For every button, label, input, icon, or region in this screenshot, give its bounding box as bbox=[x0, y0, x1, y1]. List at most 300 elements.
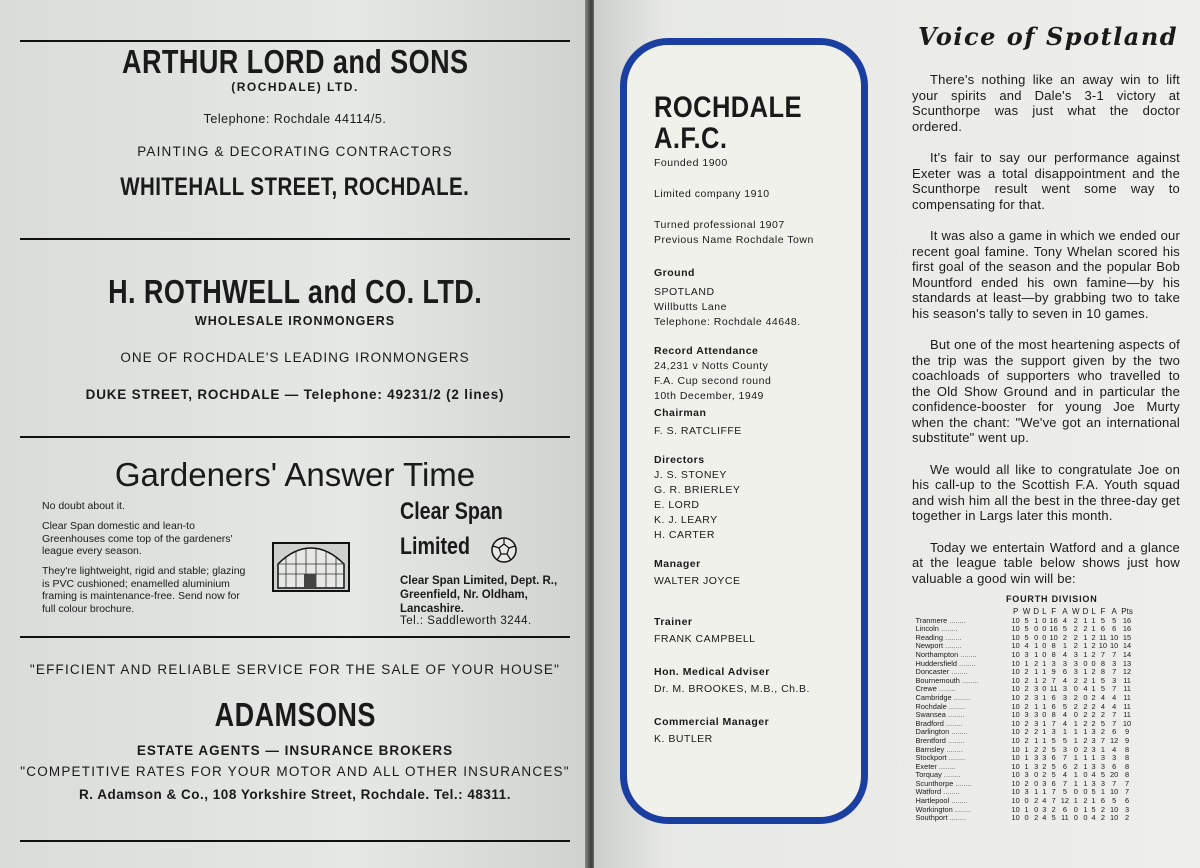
table-cell: 5 bbox=[1024, 632, 1029, 642]
team-name: Exeter ..... bbox=[914, 763, 1010, 772]
table-cell: 2 bbox=[1034, 796, 1039, 806]
table-cell: 11 bbox=[1123, 701, 1131, 711]
table-cell: 10 bbox=[1011, 649, 1020, 659]
table-cell: 8 bbox=[1051, 641, 1056, 651]
table-cell: 1 bbox=[1042, 692, 1047, 702]
table-cell: 7 bbox=[1112, 649, 1117, 659]
table-header-cell: F bbox=[1051, 607, 1057, 616]
table-cell: 5 bbox=[1051, 735, 1056, 745]
table-cell: 1 bbox=[1034, 735, 1039, 745]
table-cell: 6 bbox=[1100, 796, 1105, 806]
table-cell: 10 bbox=[1011, 641, 1020, 651]
table-cell: 4 bbox=[1112, 744, 1117, 754]
table-cell: 2 bbox=[1051, 804, 1056, 814]
table-cell: 3 bbox=[1124, 804, 1130, 814]
table-cell: 3 bbox=[1073, 667, 1078, 677]
ad-paragraph: No doubt about it. bbox=[42, 500, 125, 512]
table-cell: 1 bbox=[1073, 770, 1078, 780]
record-line: 24,231 v Notts County bbox=[654, 360, 769, 372]
table-cell: 7 bbox=[1112, 684, 1117, 694]
table-cell: 4 bbox=[1100, 692, 1105, 702]
ground-name: SPOTLAND bbox=[654, 286, 715, 298]
ad-arthur-lord bbox=[20, 42, 570, 202]
table-header-cell: D bbox=[1033, 607, 1040, 616]
table-cell: 10 bbox=[1011, 675, 1020, 685]
table-cell: 3 bbox=[1112, 753, 1117, 763]
table-cell: 8 bbox=[1124, 744, 1130, 754]
table-cell: 2 bbox=[1073, 701, 1078, 711]
table-cell: 1 bbox=[1042, 701, 1047, 711]
team-name: Stockport ..... bbox=[914, 754, 1010, 763]
table-cell: 1 bbox=[1024, 658, 1029, 668]
table-cell: 1 bbox=[1042, 718, 1047, 728]
table-cell: 2 bbox=[1091, 649, 1096, 659]
table-cell: 1 bbox=[1034, 667, 1039, 677]
previous-name: Previous Name Rochdale Town bbox=[654, 234, 814, 246]
ad-paragraph: Clear Span domestic and lean-to Greenhouses come top of the gardeners' league every season. bbox=[42, 520, 233, 557]
table-cell: 1 bbox=[1073, 753, 1078, 763]
table-cell: 5 bbox=[1091, 804, 1096, 814]
table-cell: 3 bbox=[1051, 727, 1056, 737]
table-cell: 10 bbox=[1011, 787, 1020, 797]
table-cell: 10 bbox=[1110, 632, 1119, 642]
table-cell: 2 bbox=[1073, 675, 1078, 685]
table-cell: 0 bbox=[1073, 744, 1078, 754]
section-label: Hon. Medical Adviser bbox=[654, 666, 770, 678]
team-name: Brentford ..... bbox=[914, 737, 1010, 746]
table-cell: 14 bbox=[1122, 649, 1132, 659]
table-cell: 3 bbox=[1034, 710, 1039, 720]
table-cell: 1 bbox=[1091, 684, 1096, 694]
table-cell: 6 bbox=[1051, 692, 1056, 702]
table-cell: 4 bbox=[1083, 684, 1088, 694]
table-cell: 0 bbox=[1042, 624, 1047, 634]
team-name: Tranmere ..... bbox=[914, 617, 1010, 626]
table-cell: 0 bbox=[1073, 684, 1078, 694]
table-cell: 1 bbox=[1024, 753, 1029, 763]
table-cell: 2 bbox=[1024, 735, 1029, 745]
table-cell: 2 bbox=[1083, 624, 1088, 634]
ad-quote: "EFFICIENT AND RELIABLE SERVICE FOR THE SALE OF YOUR HOUSE" bbox=[29, 662, 561, 677]
brand-name: Clear Span bbox=[400, 498, 503, 525]
table-cell: 1 bbox=[1083, 804, 1088, 814]
table-cell: 3 bbox=[1112, 658, 1117, 668]
table-cell: 7 bbox=[1051, 675, 1056, 685]
team-name: Bournemouth ..... bbox=[914, 677, 1010, 686]
table-cell: 11 bbox=[1123, 675, 1131, 685]
table-cell: 10 bbox=[1011, 718, 1020, 728]
section-label: Manager bbox=[654, 558, 701, 570]
table-cell: 1 bbox=[1034, 787, 1039, 797]
table-cell: 1 bbox=[1042, 787, 1047, 797]
table-cell: 3 bbox=[1073, 649, 1078, 659]
table-cell: 1 bbox=[1034, 675, 1039, 685]
table-cell: 0 bbox=[1024, 813, 1029, 823]
greenhouse-icon bbox=[274, 544, 348, 590]
table-cell: 10 bbox=[1011, 701, 1020, 711]
team-name: Doncaster ..... bbox=[914, 668, 1010, 677]
table-cell: 0 bbox=[1034, 632, 1039, 642]
table-cell: 3 bbox=[1100, 761, 1105, 771]
ground-street: Willbutts Lane bbox=[654, 301, 727, 313]
table-cell: 2 bbox=[1042, 675, 1047, 685]
table-cell: 1 bbox=[1083, 778, 1088, 788]
table-cell: 2 bbox=[1024, 684, 1029, 694]
table-cell: 11 bbox=[1099, 632, 1107, 642]
brand-name: Limited bbox=[400, 533, 470, 560]
table-cell: 4 bbox=[1042, 796, 1047, 806]
table-cell: 1 bbox=[1100, 744, 1105, 754]
table-cell: 1 bbox=[1091, 753, 1096, 763]
table-cell: 10 bbox=[1049, 632, 1058, 642]
table-cell: 0 bbox=[1073, 804, 1078, 814]
ad-address: DUKE STREET, ROCHDALE — Telephone: 49231/2 (2 lines) bbox=[85, 387, 505, 402]
table-cell: 0 bbox=[1083, 658, 1088, 668]
table-cell: 15 bbox=[1122, 632, 1132, 642]
table-cell: 2 bbox=[1024, 727, 1029, 737]
table-cell: 0 bbox=[1024, 796, 1029, 806]
divider bbox=[20, 636, 570, 638]
table-cell: 5 bbox=[1062, 701, 1067, 711]
ad-title: H. ROTHWELL and CO. LTD. bbox=[107, 273, 483, 310]
table-cell: 3 bbox=[1112, 675, 1117, 685]
paragraph: But one of the most heartening aspects of the trip was the support given by the two coachloads of supporters who travelled to the Old Show Ground and in particular the confidence-booster for young Joe Murty when the chant: "We've got an international substitute" went up. bbox=[912, 337, 1180, 445]
table-cell: 3 bbox=[1062, 692, 1067, 702]
turned-professional: Turned professional 1907 bbox=[654, 219, 785, 231]
table-cell: 6 bbox=[1112, 624, 1117, 634]
divider bbox=[20, 840, 570, 842]
table-cell: 7 bbox=[1112, 778, 1117, 788]
table-cell: 10 bbox=[1110, 787, 1119, 797]
table-cell: 10 bbox=[1011, 735, 1020, 745]
table-cell: 6 bbox=[1062, 761, 1067, 771]
league-table bbox=[914, 608, 1134, 823]
table-cell: 2 bbox=[1083, 710, 1088, 720]
table-cell: 3 bbox=[1051, 658, 1056, 668]
team-name: Southport ..... bbox=[914, 814, 1010, 823]
table-cell: 2 bbox=[1091, 667, 1096, 677]
column-body bbox=[912, 72, 1180, 602]
table-cell: 0 bbox=[1034, 778, 1039, 788]
ad-tagline: ONE OF ROCHDALE'S LEADING IRONMONGERS bbox=[120, 350, 470, 365]
table-cell: 3 bbox=[1073, 658, 1078, 668]
table-cell: 2 bbox=[1091, 692, 1096, 702]
table-cell: 4 bbox=[1062, 718, 1067, 728]
team-name: Northampton ..... bbox=[914, 651, 1010, 660]
table-cell: 5 bbox=[1062, 735, 1067, 745]
table-cell: 2 bbox=[1042, 770, 1047, 780]
ad-subtitle: WHOLESALE IRONMONGERS bbox=[194, 314, 396, 328]
table-cell: 10 bbox=[1011, 753, 1020, 763]
director: E. LORD bbox=[654, 499, 700, 511]
table-cell: 5 bbox=[1051, 770, 1056, 780]
team-name: Watford ..... bbox=[914, 788, 1010, 797]
table-cell: 1 bbox=[1091, 796, 1096, 806]
table-cell: 0 bbox=[1042, 641, 1047, 651]
table-cell: 1 bbox=[1034, 641, 1039, 651]
team-name: Workington ..... bbox=[914, 806, 1010, 815]
table-header-cell: L bbox=[1042, 607, 1047, 616]
table-cell: 1 bbox=[1083, 753, 1088, 763]
divider bbox=[20, 436, 570, 438]
ad-telephone: Telephone: Rochdale 44114/5. bbox=[203, 112, 387, 126]
table-cell: 1 bbox=[1034, 701, 1039, 711]
table-header-cell: L bbox=[1091, 607, 1096, 616]
table-cell: 10 bbox=[1011, 778, 1020, 788]
table-cell: 1 bbox=[1034, 615, 1039, 625]
table-cell: 11 bbox=[1061, 813, 1069, 823]
team-name: Swansea ..... bbox=[914, 711, 1010, 720]
ad-title: ADAMSONS bbox=[214, 696, 376, 733]
table-cell: 2 bbox=[1024, 718, 1029, 728]
table-cell: 0 bbox=[1042, 615, 1047, 625]
table-cell: 10 bbox=[1098, 641, 1108, 651]
table-cell: 4 bbox=[1112, 701, 1117, 711]
table-header-cell: Pts bbox=[1121, 607, 1133, 616]
table-cell: 1 bbox=[1083, 649, 1088, 659]
table-cell: 0 bbox=[1042, 684, 1047, 694]
table-cell: 2 bbox=[1091, 718, 1096, 728]
table-cell: 6 bbox=[1100, 624, 1105, 634]
paragraph: It was also a game in which we ended our recent goal famine. Tony Whelan scored his first goal of the season and the popular Bob Mountford ended his own famine—by his standards at least—by grabbing two to take his season's tally to seven in 10 games. bbox=[912, 228, 1180, 321]
table-cell: 7 bbox=[1051, 718, 1056, 728]
table-cell: 1 bbox=[1034, 649, 1039, 659]
table-cell: 10 bbox=[1110, 641, 1119, 651]
table-cell: 8 bbox=[1124, 770, 1130, 780]
table-cell: 2 bbox=[1073, 692, 1078, 702]
table-cell: 1 bbox=[1083, 632, 1088, 642]
ad-telephone: Tel.: Saddleworth 3244. bbox=[400, 615, 532, 627]
team-name: Huddersfield ..... bbox=[914, 660, 1010, 669]
table-cell: 4 bbox=[1062, 675, 1067, 685]
table-cell: 4 bbox=[1062, 615, 1067, 625]
table-cell: 1 bbox=[1062, 727, 1067, 737]
table-cell: 11 bbox=[1123, 684, 1131, 694]
table-cell: 1 bbox=[1091, 675, 1096, 685]
table-cell: 1 bbox=[1042, 727, 1047, 737]
table-cell: 3 bbox=[1091, 735, 1096, 745]
table-cell: 5 bbox=[1062, 787, 1067, 797]
table-cell: 2 bbox=[1083, 735, 1088, 745]
table-cell: 2 bbox=[1083, 744, 1088, 754]
section-label: Chairman bbox=[654, 407, 707, 419]
table-cell: 1 bbox=[1073, 735, 1078, 745]
table-cell: 0 bbox=[1073, 787, 1078, 797]
table-cell: 1 bbox=[1083, 761, 1088, 771]
table-cell: 10 bbox=[1011, 804, 1020, 814]
table-cell: 4 bbox=[1042, 813, 1047, 823]
table-cell: 12 bbox=[1060, 796, 1069, 806]
table-cell: 2 bbox=[1024, 667, 1029, 677]
table-cell: 3 bbox=[1100, 753, 1105, 763]
table-cell: 1 bbox=[1024, 744, 1029, 754]
table-header-cell: A bbox=[1111, 607, 1117, 616]
table-cell: 2 bbox=[1042, 744, 1047, 754]
table-cell: 2 bbox=[1073, 624, 1078, 634]
table-cell: 20 bbox=[1110, 770, 1119, 780]
table-cell: 7 bbox=[1051, 796, 1056, 806]
ad-address: WHITEHALL STREET, ROCHDALE. bbox=[120, 173, 470, 201]
table-cell: 7 bbox=[1112, 710, 1117, 720]
ad-paragraph: They're lightweight, rigid and stable; glazing is PVC cushioned; enamelled aluminium framing is maintenance-free. Send now for full colour brochure. bbox=[42, 565, 246, 615]
table-cell: 0 bbox=[1073, 813, 1078, 823]
table-cell: 7 bbox=[1100, 735, 1105, 745]
team-name: Darlington ..... bbox=[914, 728, 1010, 737]
ad-clear-span-heading bbox=[20, 456, 570, 494]
table-cell: 3 bbox=[1034, 684, 1039, 694]
table-cell: 1 bbox=[1062, 641, 1067, 651]
team-name: Scunthorpe ..... bbox=[914, 780, 1010, 789]
table-cell: 4 bbox=[1100, 701, 1105, 711]
table-cell: 6 bbox=[1124, 796, 1130, 806]
director: G. R. BRIERLEY bbox=[654, 484, 741, 496]
ground-phone: Telephone: Rochdale 44648. bbox=[654, 316, 801, 328]
ad-address: Clear Span Limited, Dept. R., Greenfield, Nr. Oldham, Lancashire. bbox=[400, 575, 558, 615]
table-cell: 0 bbox=[1034, 804, 1039, 814]
table-cell: 0 bbox=[1042, 710, 1047, 720]
table-cell: 9 bbox=[1124, 727, 1130, 737]
table-cell: 7 bbox=[1051, 787, 1056, 797]
table-cell: 11 bbox=[1123, 710, 1131, 720]
table-cell: 4 bbox=[1091, 813, 1096, 823]
table-cell: 3 bbox=[1091, 744, 1096, 754]
table-cell: 8 bbox=[1100, 667, 1105, 677]
club-name: A.F.C. bbox=[654, 122, 728, 155]
table-cell: 0 bbox=[1083, 770, 1088, 780]
table-cell: 5 bbox=[1024, 615, 1029, 625]
team-name: Crewe ..... bbox=[914, 685, 1010, 694]
table-cell: 2 bbox=[1034, 658, 1039, 668]
table-cell: 1 bbox=[1042, 658, 1047, 668]
table-cell: 2 bbox=[1091, 641, 1096, 651]
table-cell: 4 bbox=[1024, 641, 1029, 651]
table-cell: 13 bbox=[1122, 658, 1132, 668]
section-label: Trainer bbox=[654, 616, 693, 628]
table-cell: 10 bbox=[1011, 632, 1020, 642]
table-cell: 3 bbox=[1062, 684, 1067, 694]
table-cell: 1 bbox=[1024, 804, 1029, 814]
table-cell: 0 bbox=[1042, 649, 1047, 659]
table-cell: 5 bbox=[1051, 761, 1056, 771]
table-cell: 5 bbox=[1051, 744, 1056, 754]
table-cell: 2 bbox=[1124, 813, 1130, 823]
table-cell: 6 bbox=[1112, 727, 1117, 737]
team-name: Rochdale ..... bbox=[914, 703, 1010, 712]
football-icon bbox=[490, 536, 518, 564]
table-cell: 6 bbox=[1051, 778, 1056, 788]
table-header-cell: W bbox=[1022, 607, 1031, 616]
table-cell: 1 bbox=[1024, 761, 1029, 771]
table-cell: 0 bbox=[1073, 710, 1078, 720]
table-cell: 2 bbox=[1073, 641, 1078, 651]
table-cell: 2 bbox=[1073, 761, 1078, 771]
record-line: 10th December, 1949 bbox=[654, 390, 764, 402]
table-cell: 10 bbox=[1011, 744, 1020, 754]
table-cell: 2 bbox=[1024, 701, 1029, 711]
manager: WALTER JOYCE bbox=[654, 575, 741, 587]
team-name: Hartlepool ..... bbox=[914, 797, 1010, 806]
table-cell: 1 bbox=[1042, 667, 1047, 677]
table-cell: 2 bbox=[1100, 727, 1105, 737]
table-cell: 6 bbox=[1112, 761, 1117, 771]
director: J. S. STONEY bbox=[654, 469, 727, 481]
table-cell: 5 bbox=[1100, 718, 1105, 728]
table-cell: 8 bbox=[1051, 710, 1056, 720]
table-cell: 0 bbox=[1083, 692, 1088, 702]
section-label: Record Attendance bbox=[654, 345, 759, 357]
table-cell: 10 bbox=[1011, 684, 1020, 694]
table-cell: 2 bbox=[1073, 615, 1078, 625]
table-cell: 10 bbox=[1110, 813, 1119, 823]
team-name: Barnsley ..... bbox=[914, 746, 1010, 755]
table-cell: 10 bbox=[1110, 804, 1119, 814]
table-cell: 2 bbox=[1100, 710, 1105, 720]
team-name: Reading ..... bbox=[914, 634, 1010, 643]
paragraph: There's nothing like an away win to lift your spirits and Dale's 3-1 victory at Scunthorpe was just what the doctor ordered. bbox=[912, 72, 1180, 134]
table-cell: 1 bbox=[1083, 727, 1088, 737]
table-cell: 1 bbox=[1073, 796, 1078, 806]
team-name: Torquay ..... bbox=[914, 771, 1010, 780]
founded: Founded 1900 bbox=[654, 157, 728, 169]
table-cell: 1 bbox=[1091, 624, 1096, 634]
table-cell: 5 bbox=[1100, 615, 1105, 625]
table-cell: 5 bbox=[1100, 675, 1105, 685]
table-cell: 3 bbox=[1100, 778, 1105, 788]
table-cell: 3 bbox=[1024, 787, 1029, 797]
table-cell: 2 bbox=[1034, 727, 1039, 737]
table-cell: 12 bbox=[1110, 735, 1119, 745]
table-cell: 8 bbox=[1051, 649, 1056, 659]
table-cell: 10 bbox=[1011, 813, 1020, 823]
table-cell: 4 bbox=[1062, 770, 1067, 780]
table-cell: 16 bbox=[1122, 615, 1132, 625]
table-cell: 6 bbox=[1062, 804, 1067, 814]
table-cell: 1 bbox=[1073, 727, 1078, 737]
table-cell: 16 bbox=[1049, 624, 1058, 634]
table-cell: 2 bbox=[1024, 778, 1029, 788]
table-cell: 0 bbox=[1034, 624, 1039, 634]
table-cell: 5 bbox=[1062, 624, 1067, 634]
table-cell: 7 bbox=[1062, 753, 1067, 763]
table-cell: 10 bbox=[1011, 710, 1020, 720]
table-cell: 5 bbox=[1112, 615, 1117, 625]
table-cell: 9 bbox=[1051, 667, 1056, 677]
team-name: Cambridge ..... bbox=[914, 694, 1010, 703]
table-cell: 10 bbox=[1011, 667, 1020, 677]
ad-adamsons bbox=[20, 662, 570, 802]
ad-subtitle: (ROCHDALE) LTD. bbox=[231, 80, 359, 94]
table-cell: 3 bbox=[1042, 778, 1047, 788]
table-cell: 2 bbox=[1062, 632, 1067, 642]
ad-quote: "COMPETITIVE RATES FOR YOUR MOTOR AND ALL OTHER INSURANCES" bbox=[20, 764, 570, 779]
table-header-cell: D bbox=[1082, 607, 1089, 616]
table-cell: 2 bbox=[1100, 813, 1105, 823]
table-cell: 10 bbox=[1011, 615, 1020, 625]
table-cell: 4 bbox=[1091, 770, 1096, 780]
table-cell: 5 bbox=[1051, 813, 1056, 823]
table-cell: 1 bbox=[1073, 718, 1078, 728]
table-cell: 5 bbox=[1112, 796, 1117, 806]
table-cell: 16 bbox=[1049, 615, 1058, 625]
table-cell: 7 bbox=[1124, 778, 1130, 788]
table-cell: 7 bbox=[1112, 667, 1117, 677]
greenhouse-illustration bbox=[272, 542, 350, 592]
table-cell: 3 bbox=[1062, 658, 1067, 668]
table-cell: 3 bbox=[1042, 804, 1047, 814]
table-cell: 2 bbox=[1024, 675, 1029, 685]
table-cell: 4 bbox=[1062, 649, 1067, 659]
table-header-cell: F bbox=[1100, 607, 1106, 616]
